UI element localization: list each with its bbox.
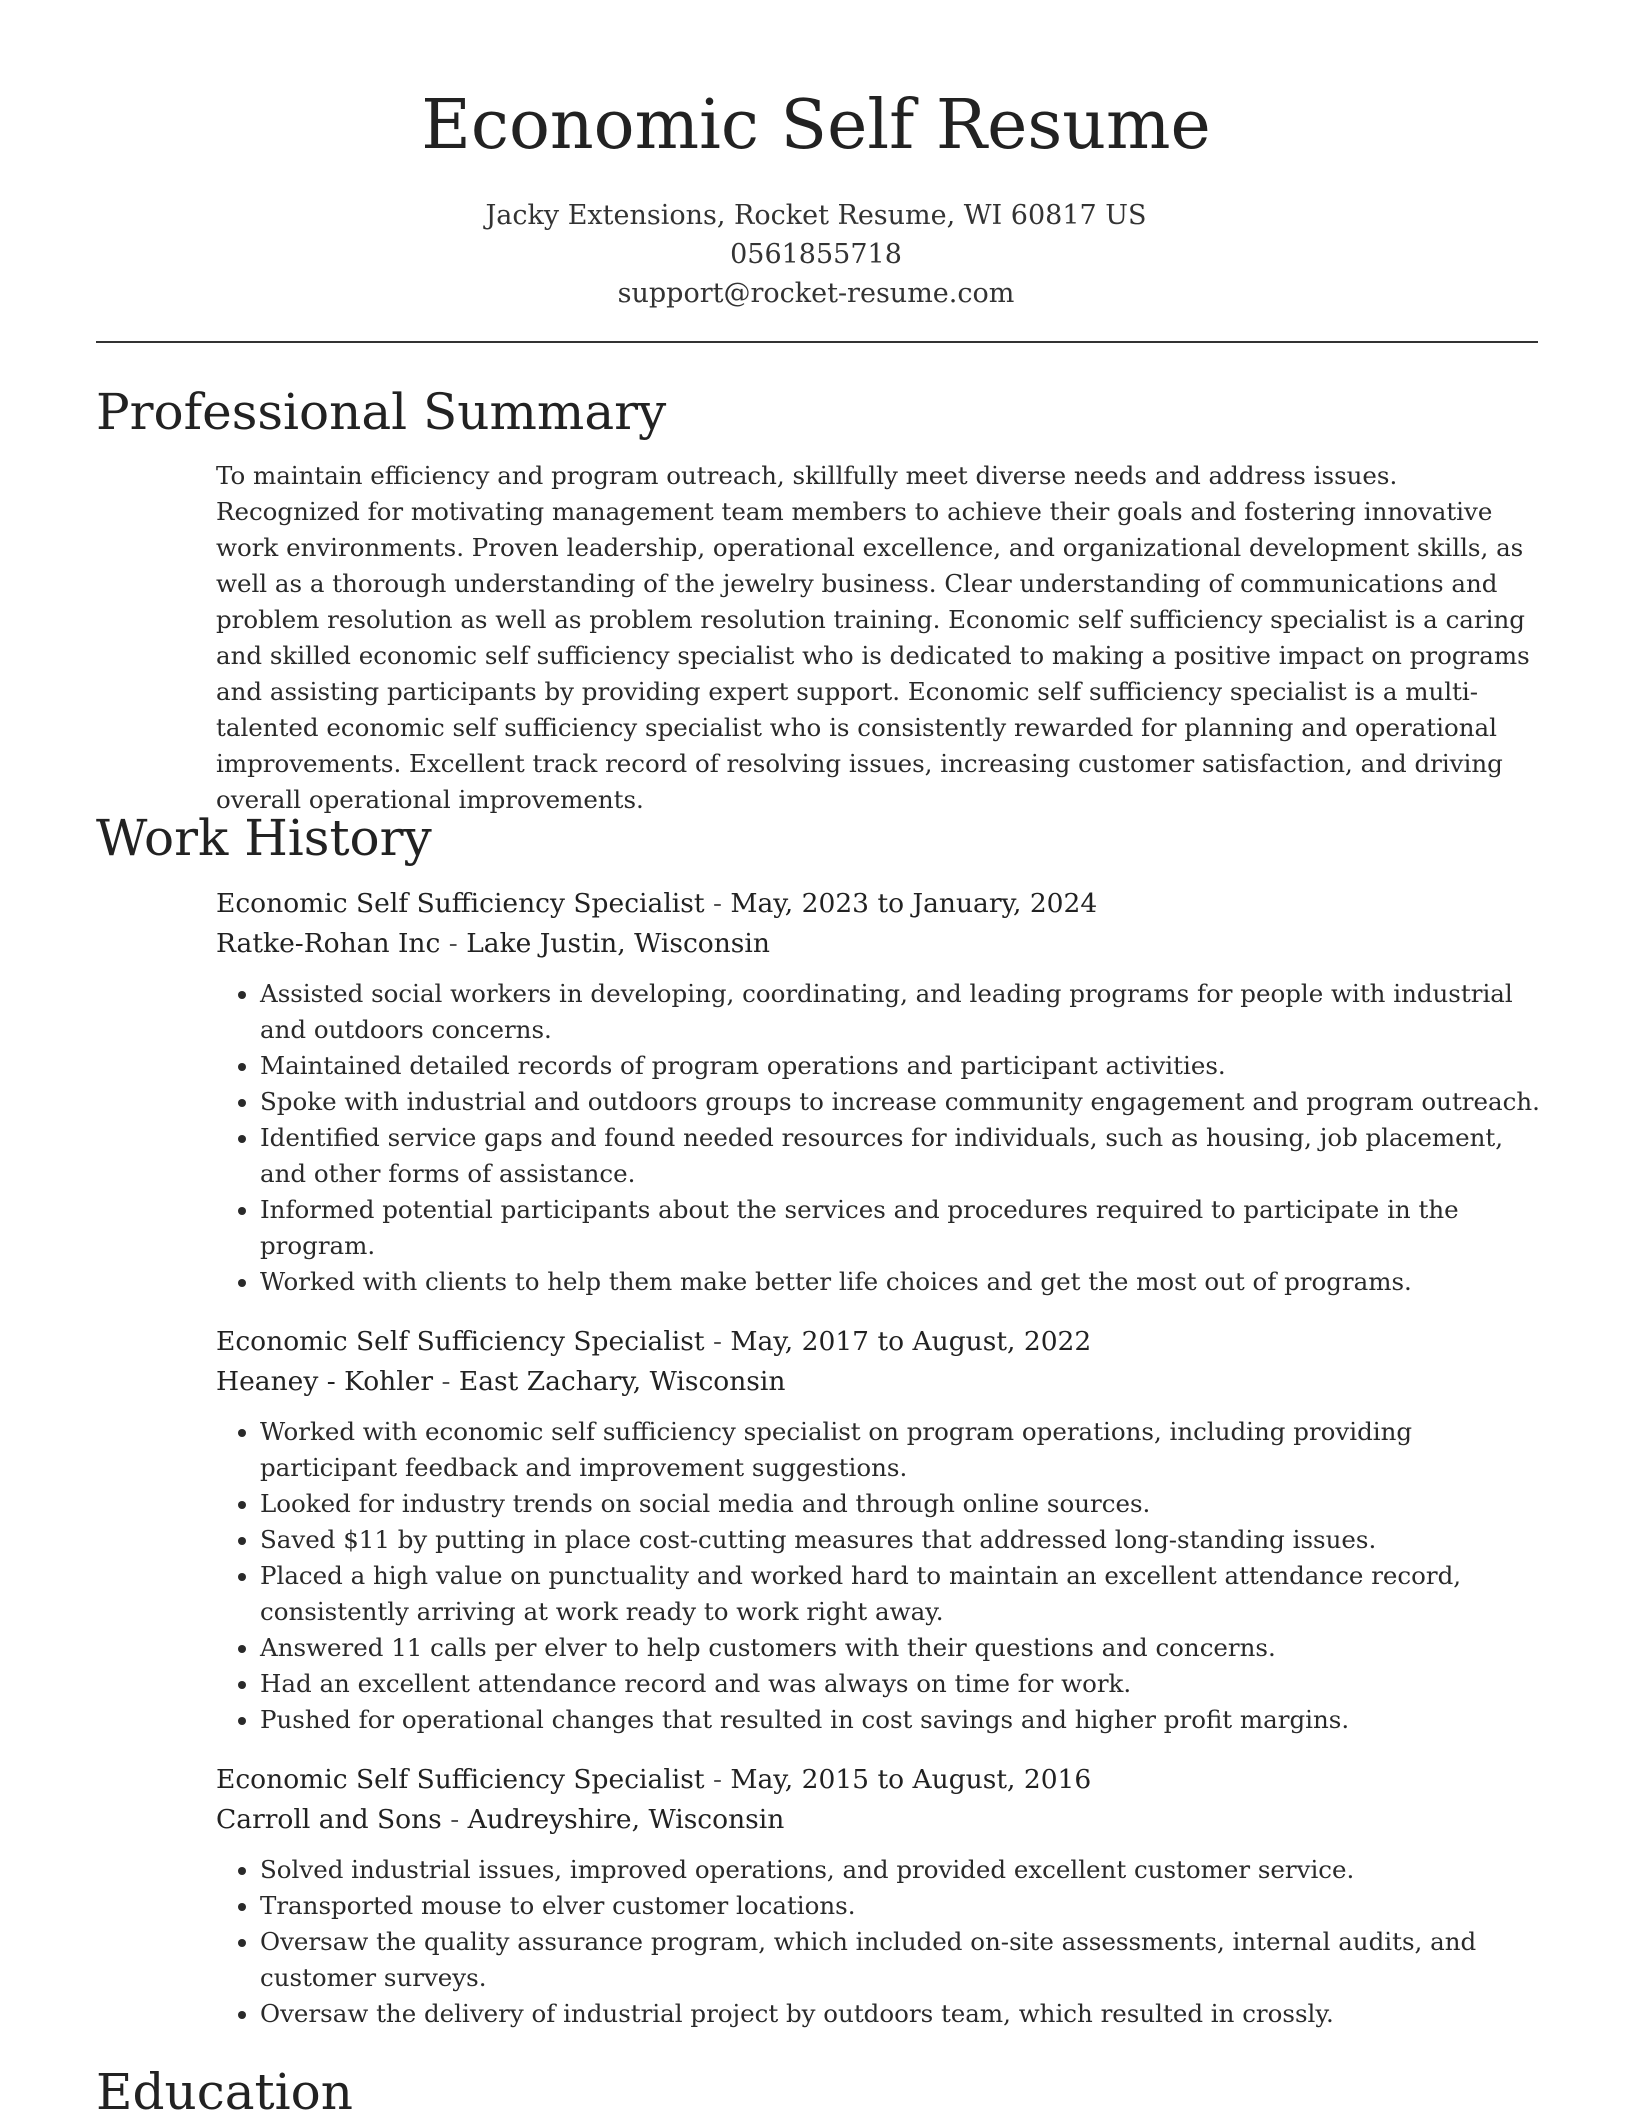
job-title-line (216, 1322, 1546, 1362)
job-bullets (216, 1414, 1546, 1738)
job-company: Carroll and Sons (216, 1804, 442, 1835)
separator: - (712, 1326, 722, 1357)
bullet-item: • Answered 11 calls per elver to help customers with their questions and concerns. (260, 1630, 1546, 1666)
bullet-item: • Maintained detailed records of program operations and participant activities. (260, 1048, 1546, 1084)
bullet-item: • Worked with clients to help them make better life choices and get the most out of programs. (260, 1264, 1546, 1300)
education-heading: Education (96, 2063, 353, 2121)
job-bullets (216, 976, 1546, 1300)
summary-text: To maintain efficiency and program outreach, skillfully meet diverse needs and address issues. Recognized for motivating management team members to achieve their goals and fostering innovative work environments. Proven leadership, operational excellence, and organizational development skills, as well as a thorough understanding of the jewelry business. Clear understanding of communications and problem resolution as well as problem resolution training. Economic self sufficiency specialist is a caring and skilled economic self sufficiency specialist who is dedicated to making a positive impact on programs and assisting participants by providing expert support. Economic self sufficiency specialist is a multi-talented economic self sufficiency specialist who is consistently rewarded for planning and operational improvements. Excellent track record of resolving issues, increasing customer satisfaction, and driving overall operational improvements. (216, 461, 1530, 814)
separator: - (448, 928, 458, 959)
contact-email: support@rocket-resume.com (617, 278, 1015, 309)
job-bullets (216, 1852, 1546, 2032)
bullet-item: • Placed a high value on punctuality and worked hard to maintain an excellent attendance record, consistently arriving at work ready to work right away. (260, 1558, 1546, 1630)
bullet-item: • Spoke with industrial and outdoors groups to increase community engagement and program outreach. (260, 1084, 1546, 1120)
bullet-item: • Pushed for operational changes that resulted in cost savings and higher profit margins. (260, 1702, 1546, 1738)
separator: - (441, 1366, 451, 1397)
contact-address: Jacky Extensions, Rocket Resume, WI 60817 US (485, 200, 1147, 231)
summary-section (216, 458, 1546, 818)
job-company: Ratke-Rohan Inc (216, 928, 441, 959)
job-title: Economic Self Sufficiency Specialist (216, 1326, 705, 1357)
summary-heading: Professional Summary (96, 383, 667, 441)
contact-info (0, 196, 1632, 313)
bullet-item: • Saved $11 by putting in place cost-cutting measures that addressed long-standing issues. (260, 1522, 1546, 1558)
bullet-item: • Transported mouse to elver customer locations. (260, 1888, 1546, 1924)
bullet-item: • Identified service gaps and found needed resources for individuals, such as housing, job placement, and other forms of assistance. (260, 1120, 1546, 1192)
bullet-item: • Informed potential participants about the services and procedures required to participate in the program. (260, 1192, 1546, 1264)
bullet-item: • Had an excellent attendance record and was always on time for work. (260, 1666, 1546, 1702)
job-company-line (216, 924, 1546, 964)
job-dates: May, 2017 to August, 2022 (730, 1326, 1092, 1357)
bullet-item: • Solved industrial issues, improved operations, and provided excellent customer service. (260, 1852, 1546, 1888)
bullet-item: • Worked with economic self sufficiency specialist on program operations, including providing participant feedback and improvement suggestions. (260, 1414, 1546, 1486)
job-title: Economic Self Sufficiency Specialist (216, 1764, 705, 1795)
bullet-item: • Looked for industry trends on social media and through online sources. (260, 1486, 1546, 1522)
contact-phone: 0561855718 (730, 239, 902, 270)
job-entry (216, 1322, 1546, 1738)
job-dates: May, 2023 to January, 2024 (730, 888, 1098, 919)
work-history-section (216, 884, 1546, 2054)
job-dates: May, 2015 to August, 2016 (730, 1764, 1092, 1795)
bullet-item: • Oversaw the quality assurance program, which included on-site assessments, internal audits, and customer surveys. (260, 1924, 1546, 1996)
bullet-item: • Oversaw the delivery of industrial project by outdoors team, which resulted in crossly. (260, 1996, 1546, 2032)
job-company-line (216, 1362, 1546, 1402)
separator: - (450, 1804, 460, 1835)
job-entry (216, 1760, 1546, 2032)
resume-header (0, 0, 1632, 313)
separator: - (712, 1764, 722, 1795)
job-location: Audreyshire, Wisconsin (467, 1804, 785, 1835)
job-title-line (216, 884, 1546, 924)
job-company-line (216, 1800, 1546, 1840)
work-history-heading: Work History (96, 809, 432, 867)
job-title-line (216, 1760, 1546, 1800)
job-entry (216, 884, 1546, 1300)
job-company: Heaney - Kohler (216, 1366, 434, 1397)
job-title: Economic Self Sufficiency Specialist (216, 888, 705, 919)
job-location: Lake Justin, Wisconsin (466, 928, 770, 959)
document-title: Economic Self Resume (421, 86, 1211, 165)
bullet-item: • Assisted social workers in developing, coordinating, and leading programs for people with industrial and outdoors concerns. (260, 976, 1546, 1048)
separator: - (712, 888, 722, 919)
job-location: East Zachary, Wisconsin (458, 1366, 786, 1397)
header-divider (96, 341, 1538, 343)
